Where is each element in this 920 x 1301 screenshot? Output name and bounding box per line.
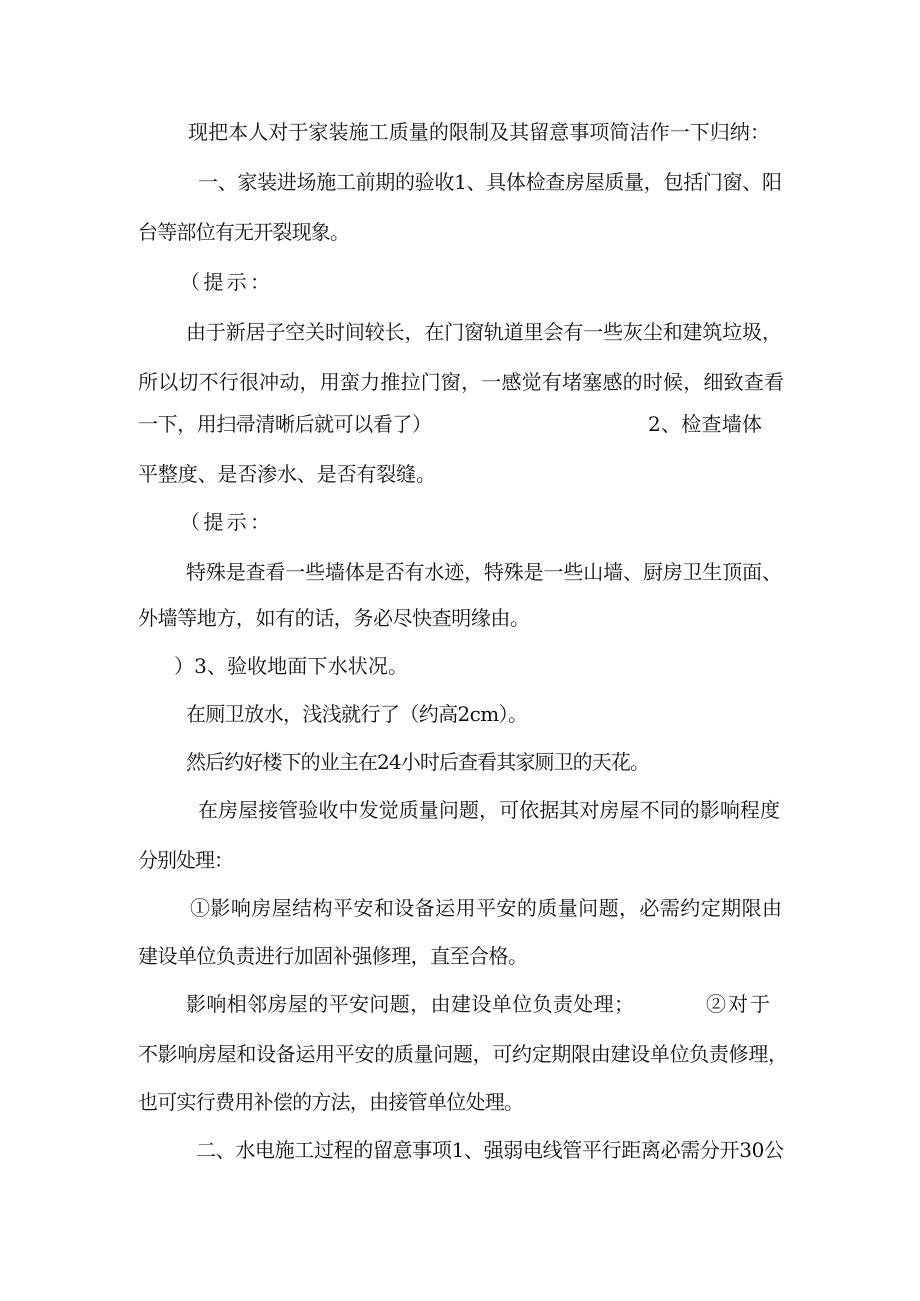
text-line: 二、水电施工过程的留意事项1、强弱电线管平行距离必需分开30公 xyxy=(196,1138,784,1162)
text-line: 然后约好楼下的业主在24小时后查看其家厕卫的天花。 xyxy=(186,750,650,774)
text-line: 2、检查墙体 xyxy=(648,412,763,436)
text-line: 在厕卫放水，浅浅就行了（约高2cm）。 xyxy=(186,702,528,726)
text-line: ）3、验收地面下水状况。 xyxy=(174,654,409,678)
text-line: （提示： xyxy=(180,510,274,534)
text-line: 所以切不行很冲动，用蛮力推拉门窗，一感觉有堵塞感的时候，细致查看 xyxy=(138,370,785,394)
text-line: 在房屋接管验收中发觉质量问题，可依据其对房屋不同的影响程度 xyxy=(198,798,781,822)
text-line: 现把本人对于家装施工质量的限制及其留意事项简洁作一下归纳： xyxy=(188,120,771,144)
text-line: 台等部位有无开裂现象。 xyxy=(138,220,350,244)
text-line: 也可实行费用补偿的方法，由接管单位处理。 xyxy=(138,1090,524,1114)
text-line: 分别处理： xyxy=(138,848,233,872)
text-line: ①影响房屋结构平安和设备运用平安的质量问题，必需约定期限由 xyxy=(190,896,783,920)
text-line: 平整度、是否渗水、是否有裂缝。 xyxy=(138,462,436,486)
text-line: （提示： xyxy=(180,270,274,294)
text-line: 一、家装进场施工前期的验收1、具体检查房屋质量，包括门窗、阳 xyxy=(198,170,782,194)
text-line: 外墙等地方，如有的话，务必尽快查明缘由。 xyxy=(138,606,530,630)
text-line: 由于新居子空关时间较长，在门窗轨道里会有一些灰尘和建筑垃圾， xyxy=(186,320,782,344)
text-line: 建设单位负责进行加固补强修理，直至合格。 xyxy=(138,944,528,968)
text-line: 一下，用扫帚清晰后就可以看了） xyxy=(138,412,432,436)
text-line: 特殊是查看一些墙体是否有水迹，特殊是一些山墙、厨房卫生顶面、 xyxy=(186,560,782,584)
text-line: 影响相邻房屋的平安问题，由建设单位负责处理； xyxy=(186,992,635,1016)
text-line: ②对于 xyxy=(706,992,772,1016)
text-line: 不影响房屋和设备运用平安的质量问题，可约定期限由建设单位负责修理， xyxy=(138,1042,788,1066)
